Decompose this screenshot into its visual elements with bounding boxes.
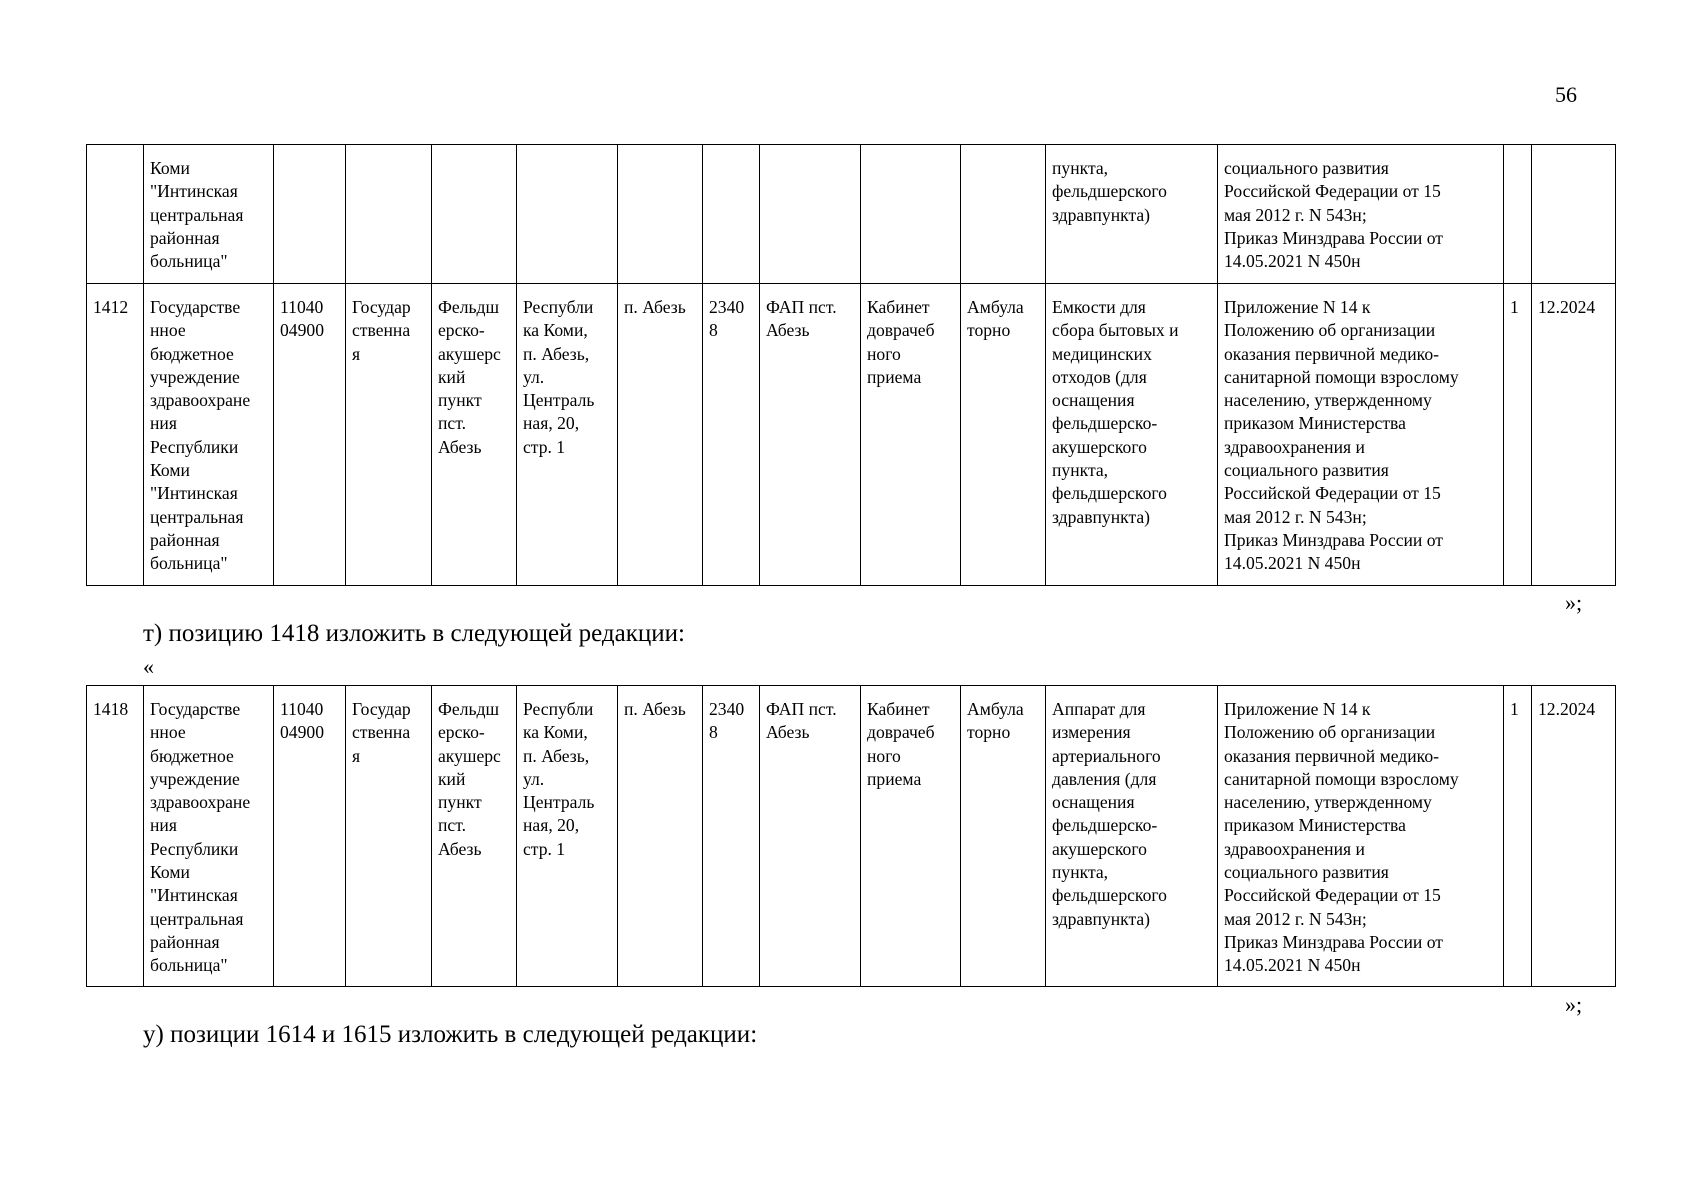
table-cell [961, 145, 1046, 284]
table-cell: Приложение N 14 к Положению об организации оказания первичной медико- санитарной помощи взрослому населению, утвержденному приказом Министерства здравоохранения и социального развития Российской Федерации от 15 мая 2012 г. N 543н; Приказ Минздрава России от 14.05.2021 N 450н [1218, 686, 1504, 987]
table-cell: 2340 8 [703, 686, 760, 987]
table-cell: Республи ка Коми, п. Абезь, ул. Централь ная, 20, стр. 1 [517, 284, 618, 586]
registry-table-top [86, 144, 1616, 586]
table-cell: Амбула торно [961, 686, 1046, 987]
table-cell: 12.2024 [1532, 284, 1616, 586]
table-cell: Республи ка Коми, п. Абезь, ул. Централь ная, 20, стр. 1 [517, 686, 618, 987]
instruction-u: у) позиции 1614 и 1615 изложить в следующей редакции: [143, 1021, 758, 1048]
table-cell: Аппарат для измерения артериального давления (для оснащения фельдшерско- акушерского пункта, фельдшерского здравпункта) [1046, 686, 1218, 987]
table-cell [760, 145, 861, 284]
table-cell: п. Абезь [618, 284, 703, 586]
table-cell: 1 [1504, 686, 1532, 987]
closing-quote: »; [1565, 590, 1583, 615]
closing-quote: »; [1565, 992, 1583, 1017]
table-cell: 1 [1504, 284, 1532, 586]
table-cell: 1412 [87, 284, 144, 586]
table-cell: Кабинет довpачеб ного приема [861, 686, 961, 987]
table-cell: 11040 04900 [274, 284, 346, 586]
table-cell [432, 145, 517, 284]
table-cell: Емкости для сбора бытовых и медицинских отходов (для оснащения фельдшерско- акушерского пункта, фельдшерского здравпункта) [1046, 284, 1218, 586]
table-cell [861, 145, 961, 284]
table-cell [1504, 145, 1532, 284]
table-cell: Коми "Интинская центральная районная больница" [144, 145, 274, 284]
table-cell [618, 145, 703, 284]
table-cell: Государстве нное бюджетное учреждение здравоохране ния Республики Коми "Интинская центральная районная больница" [144, 284, 274, 586]
table-row [87, 145, 1616, 284]
table-cell [274, 145, 346, 284]
table-row [87, 686, 1616, 987]
table-cell: Фельдш ерско- акушерс кий пункт пст. Абезь [432, 284, 517, 586]
table-cell: 11040 04900 [274, 686, 346, 987]
table-cell: ФАП пст. Абезь [760, 284, 861, 586]
page-number: 56 [1555, 82, 1577, 107]
table-cell [517, 145, 618, 284]
table-cell: ФАП пст. Абезь [760, 686, 861, 987]
table-cell [1532, 145, 1616, 284]
table-cell: 12.2024 [1532, 686, 1616, 987]
table-cell: пункта, фельдшерского здравпункта) [1046, 145, 1218, 284]
table-cell: 2340 8 [703, 284, 760, 586]
table-cell: Амбула торно [961, 284, 1046, 586]
table-cell: Государстве нное бюджетное учреждение здравоохране ния Республики Коми "Интинская центральная районная больница" [144, 686, 274, 987]
table-cell: Государ ственна я [346, 284, 432, 586]
table-row [87, 284, 1616, 586]
registry-table-bottom [86, 685, 1616, 987]
table-cell: п. Абезь [618, 686, 703, 987]
table-cell: Приложение N 14 к Положению об организации оказания первичной медико- санитарной помощи взрослому населению, утвержденному приказом Министерства здравоохранения и социального развития Российской Федерации от 15 мая 2012 г. N 543н; Приказ Минздрава России от 14.05.2021 N 450н [1218, 284, 1504, 586]
table-cell: социального развития Российской Федерации от 15 мая 2012 г. N 543н; Приказ Минздрава России от 14.05.2021 N 450н [1218, 145, 1504, 284]
table-cell: Кабинет довpачеб ного приема [861, 284, 961, 586]
table-cell: 1418 [87, 686, 144, 987]
table-cell [346, 145, 432, 284]
table-cell [87, 145, 144, 284]
instruction-t: т) позицию 1418 изложить в следующей редакции: [143, 620, 685, 647]
table-cell [703, 145, 760, 284]
table-cell: Государ ственна я [346, 686, 432, 987]
opening-quote: « [143, 654, 154, 679]
table-cell: Фельдш ерско- акушерс кий пункт пст. Абезь [432, 686, 517, 987]
